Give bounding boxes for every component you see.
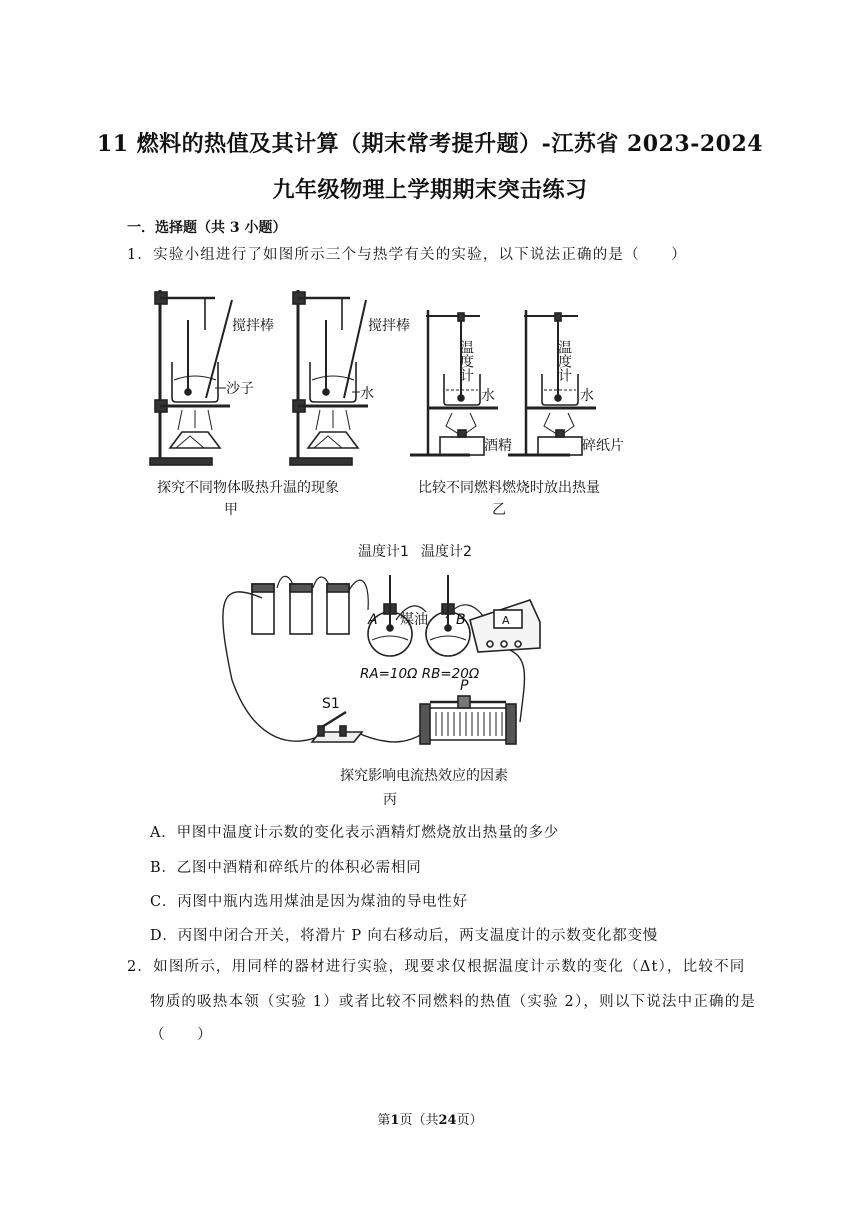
bing-circuit (223, 575, 540, 744)
bing-resistance-values: RA=10Ω RB=20Ω (360, 666, 480, 682)
question-2-line-2: 物质的吸热本领（实验 1）或者比较不同燃料的热值（实验 2），则以下说法中正确的是 (150, 994, 757, 1010)
bing-label-thermometer-1: 温度计1 (358, 544, 409, 560)
bing-label-switch: S1 (322, 696, 340, 712)
bing-label-slider: P (460, 678, 469, 694)
document-title-line1: 11 燃料的热值及其计算（期末常考提升题）-江苏省 2023-2024 (96, 131, 764, 157)
bing-caption: 探究影响电流热效应的因素 (340, 768, 508, 784)
footer-suffix: 页） (456, 1113, 483, 1128)
footer-page-number: 1 (390, 1113, 400, 1128)
jia-label-sand: 沙子 (226, 381, 254, 397)
section-heading: 一．选择题（共 3 小题） (127, 220, 287, 236)
yi-label-water-2: 水 (580, 388, 594, 404)
question-2-line-1: 2．如图所示，用同样的器材进行实验，现要求仅根据温度计示数的变化（Δt），比较不同 (127, 959, 746, 975)
page-footer (0, 1109, 860, 1128)
yi-label-water-1: 水 (481, 388, 495, 404)
jia-name: 甲 (224, 502, 238, 518)
yi-label-alcohol: 酒精 (484, 438, 512, 454)
question-1-option-d: D．丙图中闭合开关，将滑片 P 向右移动后，两支温度计的示数变化都变慢 (150, 928, 659, 944)
yi-apparatus-paper (508, 310, 596, 455)
jia-label-stir-2: 搅拌棒 (368, 318, 410, 334)
yi-caption: 比较不同燃料燃烧时放出热量 (418, 480, 600, 496)
yi-apparatus-alcohol (410, 310, 498, 455)
bing-label-thermometer-2: 温度计2 (421, 544, 472, 560)
footer-total-pages: 24 (438, 1113, 457, 1128)
jia-label-stir-1: 搅拌棒 (232, 318, 274, 334)
question-1-stem: 1．实验小组进行了如图所示三个与热学有关的实验，以下说法正确的是（ ） (127, 247, 687, 263)
bing-label-a: A (368, 612, 378, 628)
document-title-line2: 九年级物理上学期期末突击练习 (272, 177, 588, 203)
jia-apparatus-sand (150, 290, 232, 465)
question-1-option-a: A．甲图中温度计示数的变化表示酒精灯燃烧放出热量的多少 (150, 825, 560, 841)
ammeter-icon: A (502, 614, 510, 627)
yi-label-paper: 碎纸片 (582, 438, 624, 454)
yi-label-thermometer-1: 温度计 (458, 340, 474, 382)
jia-label-water: 水 (360, 386, 374, 402)
bing-label-oil: 煤油 (400, 612, 428, 628)
question-2-line-3: （ ） (150, 1027, 213, 1043)
yi-name: 乙 (492, 502, 506, 518)
bing-name: 丙 (383, 792, 397, 808)
jia-apparatus-water (290, 290, 368, 465)
jia-caption: 探究不同物体吸热升温的现象 (157, 480, 339, 496)
bing-label-b: B (456, 612, 466, 628)
footer-middle: 页（共 (399, 1113, 439, 1128)
question-1-option-b: B．乙图中酒精和碎纸片的体积必需相同 (150, 860, 422, 876)
footer-prefix: 第 (377, 1113, 391, 1128)
yi-label-thermometer-2: 温度计 (556, 340, 572, 382)
question-1-option-c: C．丙图中瓶内选用煤油是因为煤油的导电性好 (150, 894, 468, 910)
